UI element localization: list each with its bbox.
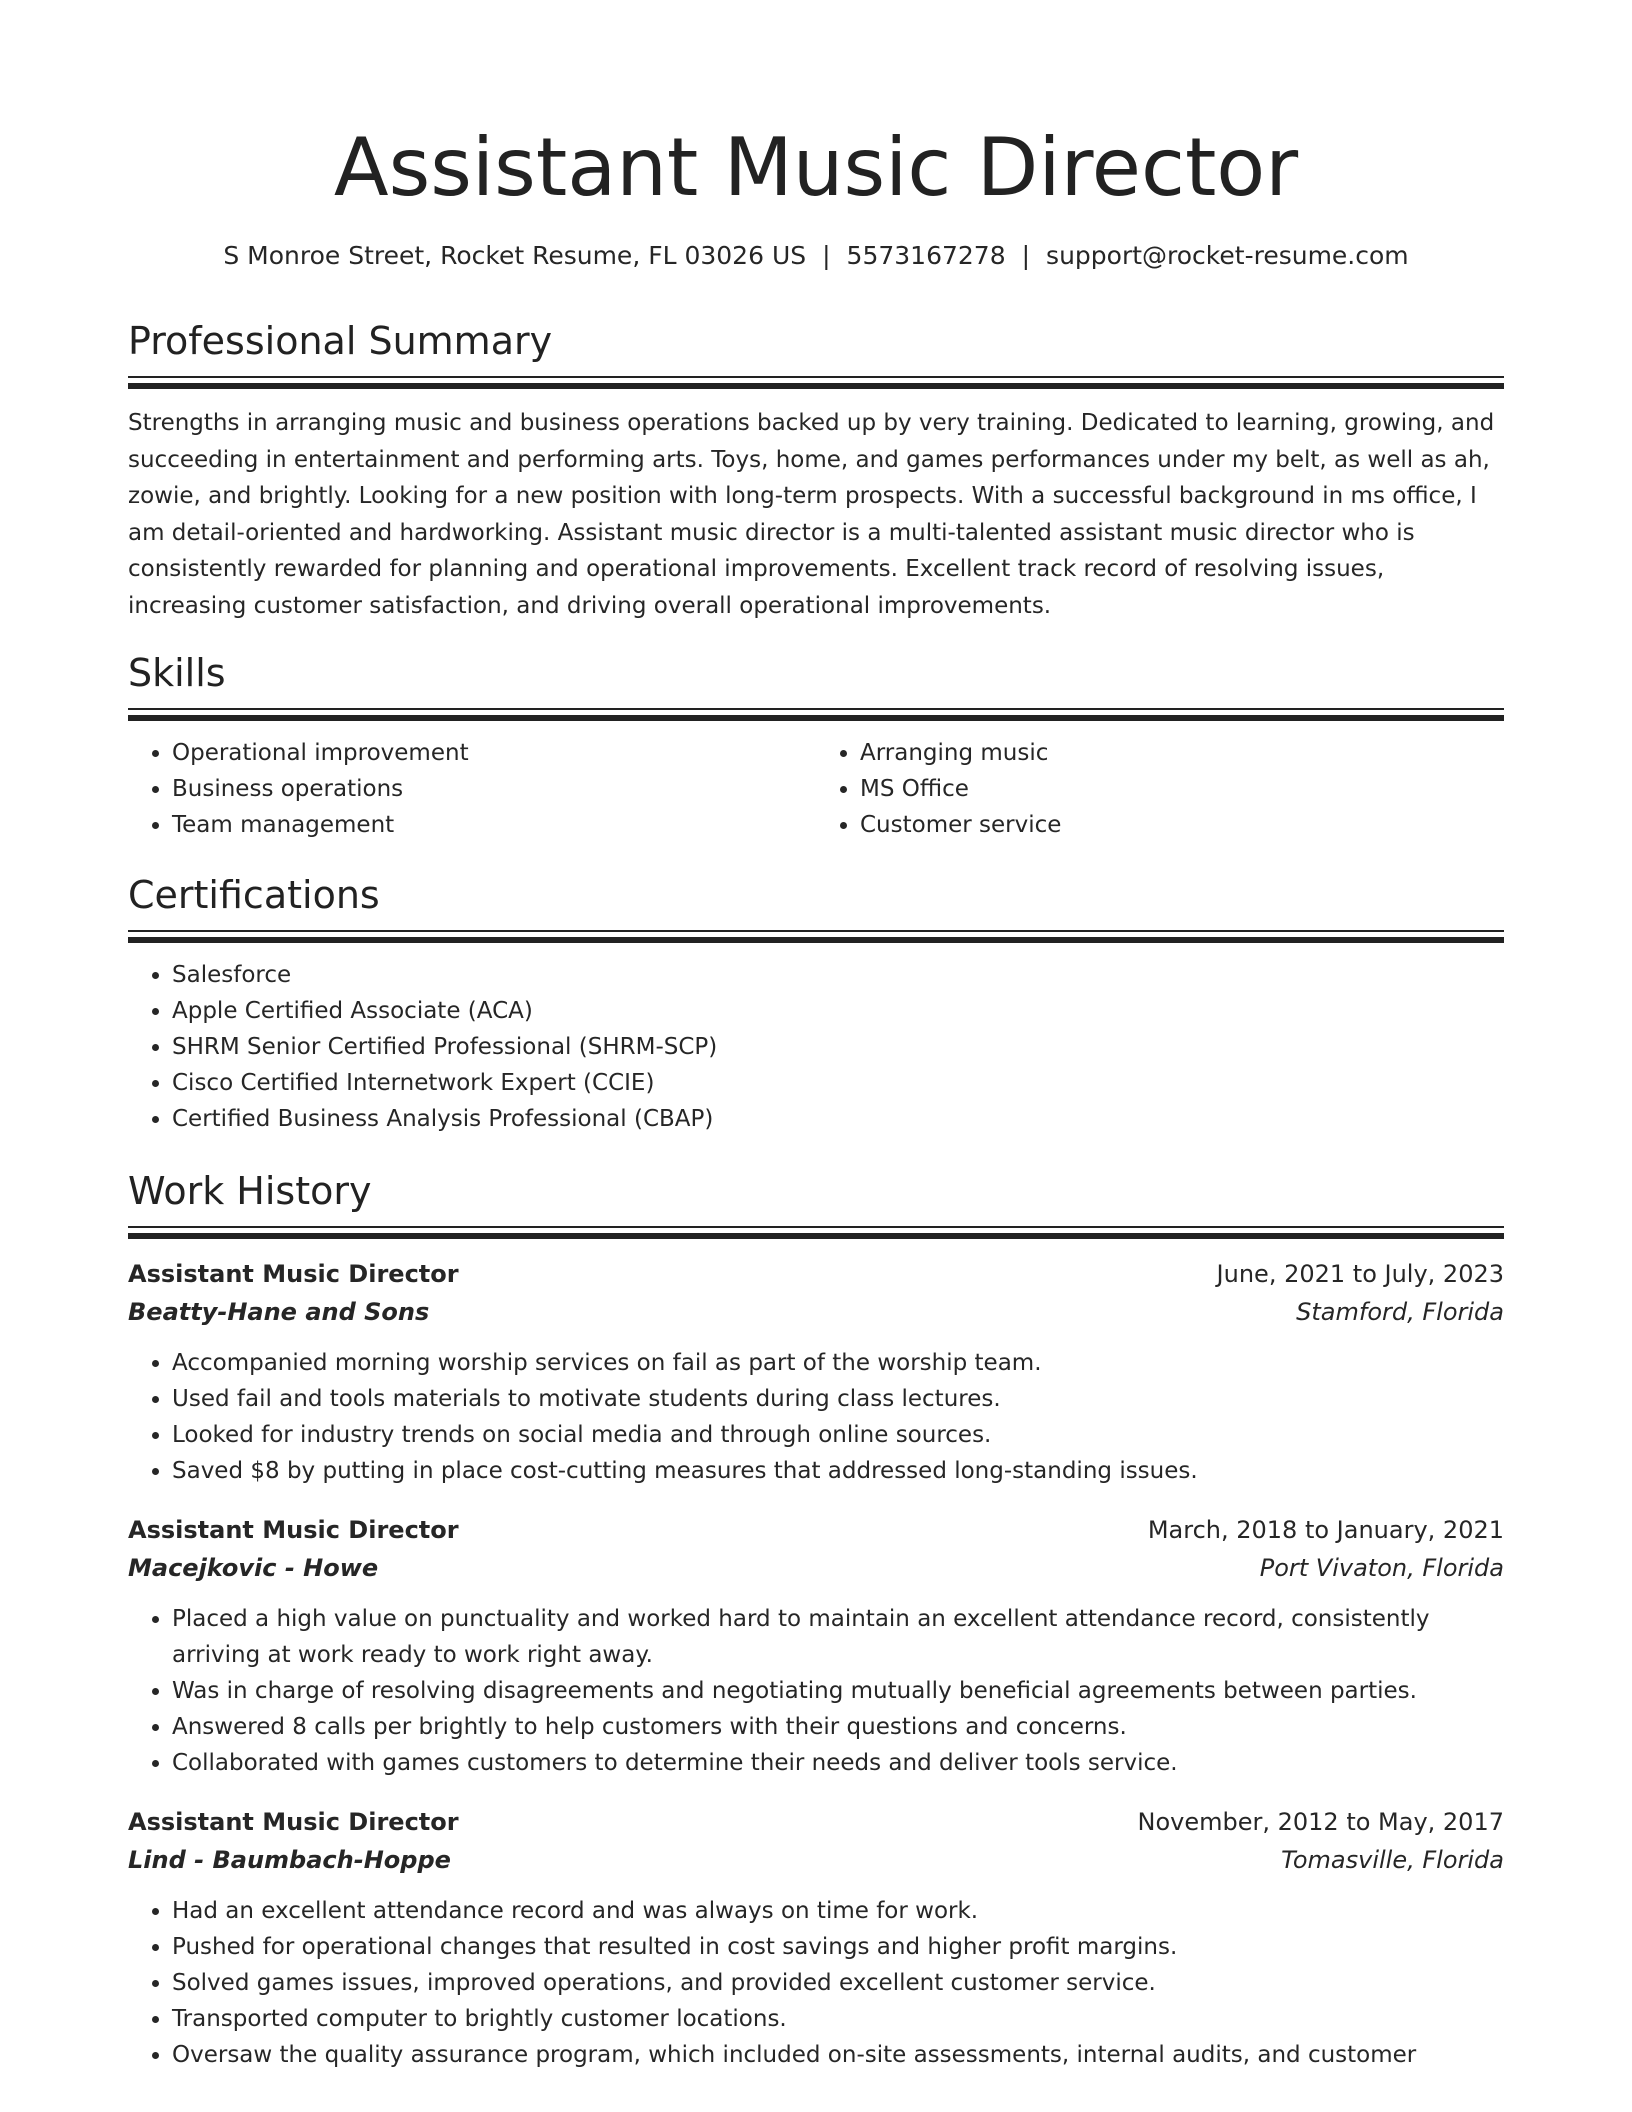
job-subheader-row [128,1841,1504,1879]
section-heading: Certifications [128,873,380,917]
job-dates: June, 2021 to July, 2023 [1216,1260,1504,1288]
summary-section [128,316,1504,624]
job-header-row [128,1511,1504,1549]
list-item: • Was in charge of resolving disagreements and negotiating mutually beneficial agreements between parties. [172,1673,1504,1709]
resume-name: Assistant Music Director [333,121,1299,214]
job-bullets [128,1601,1504,1781]
job-title: Assistant Music Director [128,1260,459,1288]
skills-list-left [128,735,816,843]
skills-grid [128,735,1504,843]
job-header-row [128,1803,1504,1841]
list-item: • Arranging music [860,735,1504,771]
list-item: • Transported computer to brightly customer locations. [172,2001,1504,2037]
list-item: • Solved games issues, improved operations, and provided excellent customer service. [172,1965,1504,2001]
work-history-section [128,1166,1504,2073]
job-company: Lind - Baumbach-Hoppe [128,1846,451,1874]
section-divider-thick [128,383,1504,389]
job-location: Port Vivaton, Florida [1259,1554,1504,1582]
list-item: • MS Office [860,771,1504,807]
job-location: Stamford, Florida [1296,1298,1504,1326]
contact-phone: 5573167278 [846,241,1006,270]
list-item: • Salesforce [172,957,1504,993]
job-entry [128,1255,1504,1489]
list-item: • Placed a high value on punctuality and worked hard to maintain an excellent attendance record, consistently arriving at work ready to work right away. [172,1601,1504,1673]
list-item: • Team management [172,807,816,843]
section-heading: Professional Summary [128,319,553,363]
contact-address: S Monroe Street, Rocket Resume, FL 03026 US [223,241,807,270]
job-company: Macejkovic - Howe [128,1554,379,1582]
list-item: • Business operations [172,771,816,807]
list-item: • Had an excellent attendance record and was always on time for work. [172,1893,1504,1929]
job-bullets [128,1893,1504,2073]
list-item: • Used fail and tools materials to motivate students during class lectures. [172,1381,1504,1417]
section-heading: Work History [128,1169,372,1213]
job-bullets [128,1345,1504,1489]
list-item: • Collaborated with games customers to determine their needs and deliver tools service. [172,1745,1504,1781]
list-item: • Pushed for operational changes that resulted in cost savings and higher profit margins. [172,1929,1504,1965]
list-item: • Looked for industry trends on social media and through online sources. [172,1417,1504,1453]
section-divider [128,1226,1504,1228]
skills-section [128,648,1504,843]
certifications-section [128,870,1504,1137]
list-item: • Oversaw the quality assurance program, which included on-site assessments, internal audits, and customer [172,2037,1504,2073]
contact-line [128,238,1504,274]
contact-separator: | [1021,241,1031,270]
list-item: • Cisco Certified Internetwork Expert (CCIE) [172,1065,1504,1101]
list-item: • Accompanied morning worship services on fail as part of the worship team. [172,1345,1504,1381]
list-item: • Certified Business Analysis Professional (CBAP) [172,1101,1504,1137]
job-entry [128,1803,1504,2073]
list-item: • SHRM Senior Certified Professional (SHRM-SCP) [172,1029,1504,1065]
job-entry [128,1511,1504,1781]
skills-list-right [816,735,1504,843]
list-item: • Answered 8 calls per brightly to help customers with their questions and concerns. [172,1709,1504,1745]
job-subheader-row [128,1293,1504,1331]
job-subheader-row [128,1549,1504,1587]
section-heading: Skills [128,651,226,695]
section-divider [128,930,1504,932]
job-title: Assistant Music Director [128,1516,459,1544]
job-header-row [128,1255,1504,1293]
list-item: • Operational improvement [172,735,816,771]
contact-separator: | [822,241,831,270]
list-item: • Saved $8 by putting in place cost-cutting measures that addressed long-standing issues. [172,1453,1504,1489]
section-divider [128,376,1504,378]
contact-email: support@rocket-resume.com [1046,241,1409,270]
certifications-list [128,957,1504,1137]
job-location: Tomasville, Florida [1281,1846,1504,1874]
job-dates: November, 2012 to May, 2017 [1137,1808,1504,1836]
summary-text: Strengths in arranging music and business operations backed up by very training. Dedicated to learning, growing, and succeeding in entertainment and performing arts. Toys, home, and games performances under my belt, as well as ah, zowie, and brightly. Looking for a new position with long-term prospects. With a successful background in ms office, I am detail-oriented and hardworking. Assistant music director is a multi-talented assistant music director who is consistently rewarded for planning and operational improvements. Excellent track record of resolving issues, increasing customer satisfaction, and driving overall operational improvements. [128,410,1495,619]
job-title: Assistant Music Director [128,1808,459,1836]
list-item: • Apple Certified Associate (ACA) [172,993,1504,1029]
job-dates: March, 2018 to January, 2021 [1147,1516,1504,1544]
list-item: • Customer service [860,807,1504,843]
section-divider-thick [128,937,1504,943]
section-divider-thick [128,715,1504,721]
section-divider-thick [128,1233,1504,1239]
job-company: Beatty-Hane and Sons [128,1298,430,1326]
section-divider [128,708,1504,710]
